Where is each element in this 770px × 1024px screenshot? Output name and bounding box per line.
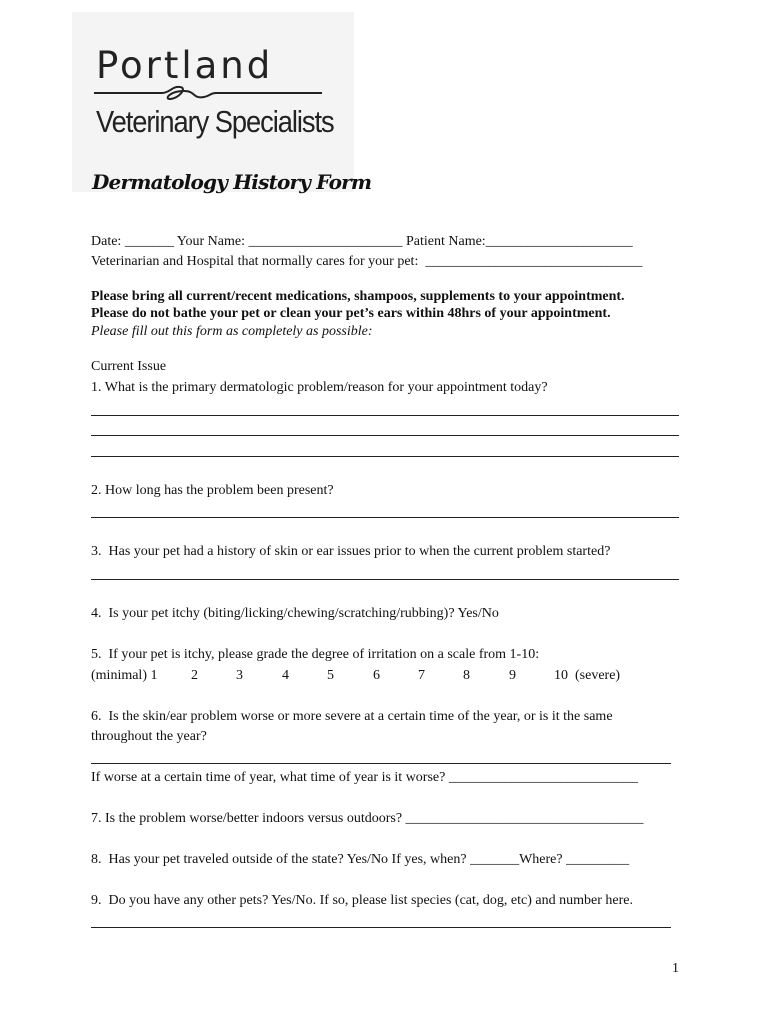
question-8[interactable]: 8. Has your pet traveled outside of the state? Yes/No If yes, when? _______Where? _________	[91, 852, 630, 867]
question-9: 9. Do you have any other pets? Yes/No. If so, please list species (cat, dog, etc) and number here.	[91, 893, 633, 908]
answer-line-q6[interactable]	[91, 763, 671, 764]
question-5: 5. If your pet is itchy, please grade the degree of irritation on a scale from 1-10:	[91, 647, 540, 662]
question-6-followup[interactable]: If worse at a certain time of year, what time of year is it worse? ___________________________	[91, 770, 638, 785]
answer-line-q2[interactable]	[91, 517, 679, 518]
scale-min-label[interactable]: (minimal) 1	[91, 668, 158, 683]
form-title: Dermatology History Form	[92, 170, 372, 194]
scale-value[interactable]: 4	[282, 668, 289, 683]
answer-line-q9[interactable]	[91, 927, 671, 928]
scale-value[interactable]: 7	[418, 668, 425, 683]
scale-value[interactable]: 6	[373, 668, 380, 683]
scale-value[interactable]: 8	[463, 668, 470, 683]
question-2: 2. How long has the problem been present?	[91, 483, 334, 498]
answer-line-q3[interactable]	[91, 579, 679, 580]
answer-line-q1-b[interactable]	[91, 435, 679, 436]
question-7[interactable]: 7. Is the problem worse/better indoors versus outdoors? __________________________________	[91, 811, 644, 826]
scale-value[interactable]: 5	[327, 668, 334, 683]
question-4[interactable]: 4. Is your pet itchy (biting/licking/chewing/scratching/rubbing)? Yes/No	[91, 606, 499, 621]
vet-hospital-field[interactable]: Veterinarian and Hospital that normally cares for your pet: _______________________________	[91, 254, 643, 269]
bathing-notice: Please do not bathe your pet or clean your pet’s ears within 48hrs of your appointment.	[91, 306, 611, 321]
answer-line-q1-a[interactable]	[91, 415, 679, 416]
scale-value[interactable]: 9	[509, 668, 516, 683]
answer-line-q1-c[interactable]	[91, 456, 679, 457]
header-fields-line[interactable]: Date: _______ Your Name: ______________________ Patient Name:_____________________	[91, 234, 633, 249]
page-number: 1	[672, 961, 679, 976]
logo-name: Portland	[96, 44, 274, 87]
question-6: 6. Is the skin/ear problem worse or more severe at a certain time of the year, or is it the same	[91, 709, 613, 724]
scale-value[interactable]: 3	[236, 668, 243, 683]
scale-value[interactable]: 2	[191, 668, 198, 683]
question-3: 3. Has your pet had a history of skin or ear issues prior to when the current problem started?	[91, 544, 611, 559]
question-1: 1. What is the primary dermatologic problem/reason for your appointment today?	[91, 380, 548, 395]
logo-swoosh-icon	[92, 84, 324, 104]
logo-subtitle: Veterinary Specialists	[96, 104, 334, 139]
question-6-continued: throughout the year?	[91, 729, 207, 744]
section-heading: Current Issue	[91, 359, 167, 374]
form-instruction: Please fill out this form as completely as possible:	[91, 324, 373, 339]
medications-notice: Please bring all current/recent medications, shampoos, supplements to your appointment.	[91, 289, 625, 304]
scale-max-label[interactable]: 10 (severe)	[554, 668, 621, 683]
